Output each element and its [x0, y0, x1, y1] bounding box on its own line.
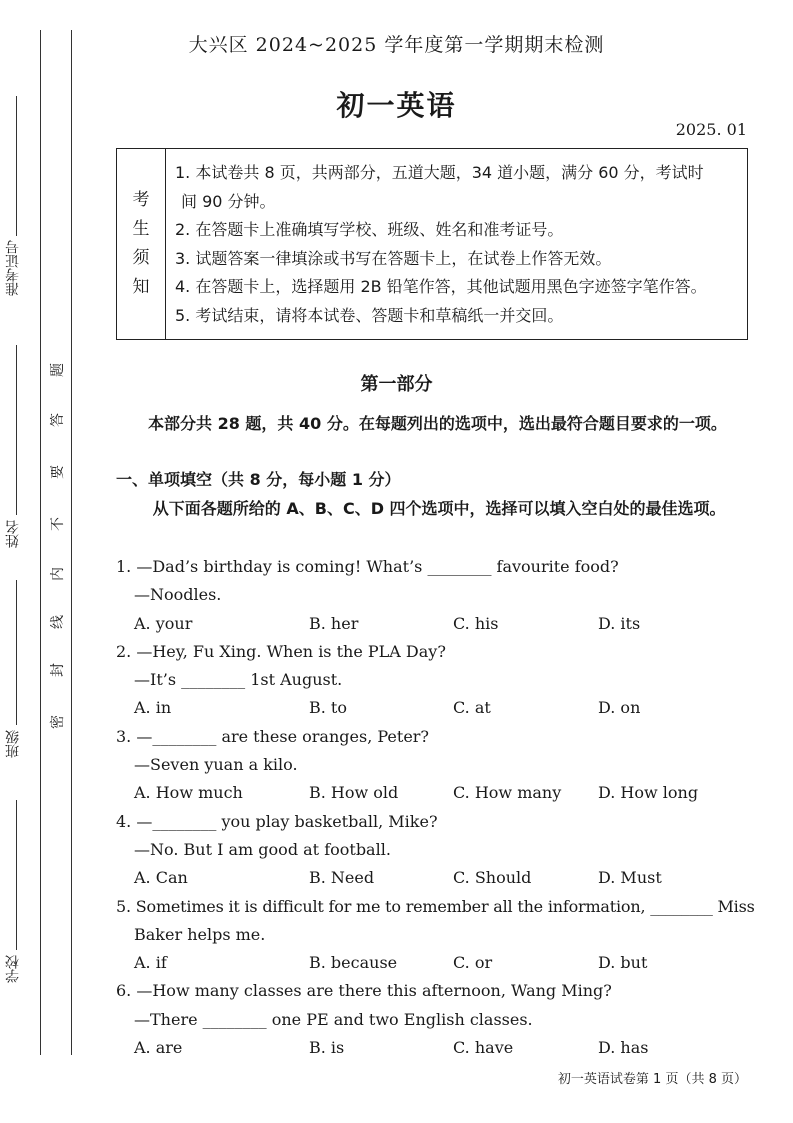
seal-char: 密 — [50, 715, 66, 729]
option-b: B. her — [309, 613, 359, 633]
part-intro: 本部分共 28 题，共 40 分。在每题列出的选项中，选出最符合题目要求的一项。 — [148, 414, 727, 433]
option-a: A. How much — [134, 783, 243, 803]
seal-char: 题 — [50, 363, 66, 377]
question-options — [116, 864, 750, 892]
margin-field-class: 班级 — [5, 730, 21, 758]
question-list — [116, 553, 755, 1062]
option-c: C. have — [453, 1038, 514, 1058]
margin-field-exam-number: 准考证号 — [5, 240, 21, 296]
margin-field-name: 姓名 — [5, 520, 21, 548]
question-reply: —There ________ one PE and two English classes. — [134, 1009, 533, 1029]
option-d: D. on — [598, 698, 641, 718]
question-options — [116, 1034, 750, 1062]
question-6 — [116, 977, 750, 1062]
notice-item: 4. 在答题卡上，选择题用 2B 铅笔作答，其他试题用黑色字迹签字笔作答。 — [175, 277, 707, 296]
section-instruction: 从下面各题所给的 A、B、C、D 四个选项中，选择可以填入空白处的最佳选项。 — [152, 499, 726, 518]
question-stem: 3. —________ are these oranges, Peter? — [116, 726, 430, 746]
option-d: D. has — [598, 1038, 649, 1058]
question-stem-continued: Baker helps me. — [134, 924, 266, 944]
page-footer: 初一英语试卷第 1 页（共 8 页） — [557, 1072, 747, 1087]
option-a: A. are — [134, 1038, 183, 1058]
exam-title: 大兴区 2024~2025 学年度第一学期期末检测 — [188, 34, 605, 56]
notice-item: 2. 在答题卡上准确填写学校、班级、姓名和准考证号。 — [175, 220, 564, 239]
option-c: C. or — [453, 953, 493, 973]
option-c: C. How many — [453, 783, 562, 803]
question-reply: —Seven yuan a kilo. — [134, 755, 298, 775]
question-5 — [116, 893, 755, 978]
option-d: D. Must — [598, 868, 662, 888]
question-reply: —It’s ________ 1st August. — [134, 670, 343, 690]
seal-char: 不 — [50, 517, 66, 531]
margin-line-inner — [71, 30, 72, 1055]
question-options — [116, 779, 750, 807]
notice-item: 5. 考试结束，请将本试卷、答题卡和草稿纸一并交回。 — [175, 305, 564, 325]
candidate-notice-box — [116, 148, 748, 340]
option-a: A. in — [134, 698, 172, 718]
part-title: 第一部分 — [360, 374, 433, 395]
option-b: B. because — [309, 953, 398, 973]
notice-item: 3. 试题答案一律填涂或书写在答题卡上，在试卷上作答无效。 — [175, 248, 612, 268]
option-d: D. How long — [598, 783, 699, 803]
option-d: D. its — [598, 613, 641, 633]
margin-line-outer — [40, 30, 41, 1055]
question-options — [116, 694, 750, 722]
margin-field-school: 学校 — [5, 955, 21, 983]
margin-underline-class — [16, 580, 17, 725]
seal-char: 内 — [50, 567, 66, 581]
notice-items — [175, 159, 741, 330]
question-options — [116, 610, 750, 638]
seal-char: 封 — [50, 663, 66, 677]
option-b: B. Need — [309, 868, 375, 888]
seal-char: 要 — [50, 465, 66, 479]
option-c: C. Should — [453, 868, 532, 888]
question-stem: 1. —Dad’s birthday is coming! What’s ________ favourite food? — [116, 557, 619, 576]
question-options — [116, 949, 750, 977]
question-3 — [116, 723, 750, 808]
question-stem: 4. —________ you play basketball, Mike? — [116, 811, 438, 831]
notice-item: 1. 本试卷共 8 页，共两部分，五道大题，34 道小题，满分 60 分，考试时 — [175, 163, 704, 182]
question-4 — [116, 808, 750, 893]
option-a: A. Can — [134, 868, 188, 888]
question-stem: 6. —How many classes are there this afternoon, Wang Ming? — [116, 981, 612, 1001]
exam-date: 2025. 01 — [675, 120, 747, 139]
question-2 — [116, 638, 750, 723]
question-reply: —No. But I am good at football. — [134, 839, 391, 859]
option-a: A. your — [134, 613, 193, 633]
option-c: C. at — [453, 698, 491, 718]
margin-underline-school — [16, 800, 17, 950]
option-d: D. but — [598, 953, 648, 973]
option-a: A. if — [134, 953, 167, 973]
section-title: 一、单项填空（共 8 分，每小题 1 分） — [116, 470, 401, 489]
seal-char: 答 — [50, 413, 66, 427]
option-c: C. his — [453, 613, 499, 633]
seal-char: 线 — [50, 615, 66, 629]
question-stem: 2. —Hey, Fu Xing. When is the PLA Day? — [116, 641, 446, 661]
question-stem: 5. Sometimes it is difficult for me to remember all the information, ________ Miss — [116, 896, 755, 916]
notice-label: 考 生 须 知 — [117, 149, 166, 339]
option-b: B. How old — [309, 783, 399, 803]
notice-item: 间 90 分钟。 — [181, 191, 276, 211]
subject-title: 初一英语 — [336, 89, 457, 122]
option-b: B. is — [309, 1038, 345, 1058]
question-reply: —Noodles. — [134, 585, 222, 605]
question-1 — [116, 553, 750, 638]
option-b: B. to — [309, 698, 347, 718]
